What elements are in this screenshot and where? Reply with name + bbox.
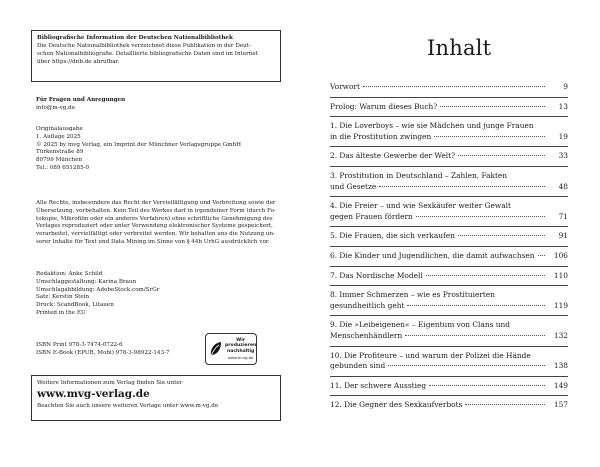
toc-page-number: 106 bbox=[553, 250, 568, 260]
toc-page-number: 19 bbox=[558, 131, 568, 141]
isbn-line: ISBN Print 978-3-7474-0722-6 bbox=[36, 342, 123, 348]
toc-entry[interactable] bbox=[330, 381, 568, 392]
publisher-web-intro: Weitere Informationen zum Verlag finden Sie unter bbox=[37, 380, 183, 386]
toc-page-number: 91 bbox=[558, 231, 568, 241]
toc-entry-text: 9. Die »Leibeigenen« – Eigentum von Clans und bbox=[330, 320, 510, 330]
rights-line: Alle Rechte, insbesondere das Recht der Vervielfältigung und Verbreitung sowie der bbox=[36, 200, 276, 206]
toc-page-number: 48 bbox=[558, 181, 568, 191]
sustainability-url: www.m-vg.de bbox=[227, 354, 254, 360]
edition-block bbox=[36, 126, 241, 173]
toc-entry[interactable] bbox=[330, 231, 568, 242]
toc-leader-dots bbox=[388, 365, 545, 366]
rights-line: Verlages reproduziert oder unter Verwendung elektronischer Systeme gespeichert, bbox=[36, 223, 273, 230]
toc-page-number: 33 bbox=[558, 151, 568, 161]
toc-entry[interactable] bbox=[330, 351, 568, 372]
toc-divider bbox=[330, 146, 568, 147]
toc-leader-dots bbox=[405, 335, 545, 336]
toc-entry[interactable] bbox=[330, 251, 568, 262]
credits-block bbox=[36, 271, 159, 318]
bibliographic-info-line: Die Deutsche Nationalbibliothek verzeichnet diese Publikation in der Deut- bbox=[37, 43, 251, 49]
toc-entry-text: 11. Der schwere Ausstieg bbox=[330, 380, 427, 390]
toc-entry-row bbox=[330, 271, 568, 282]
sustainability-badge bbox=[205, 333, 257, 365]
toc-leader-dots bbox=[416, 216, 545, 217]
contact-email: info@m-vg.de bbox=[36, 104, 76, 111]
toc-page-number: 138 bbox=[553, 361, 568, 371]
edition-line: Originalausgabe bbox=[36, 126, 83, 132]
edition-line: 80799 München bbox=[36, 157, 83, 164]
toc-entry-text: 4. Die Freier – und wie Sexkäufer weiter Gewalt bbox=[330, 201, 511, 211]
toc-leader-dots bbox=[426, 275, 545, 276]
toc-entry-row bbox=[330, 132, 568, 143]
toc-entry-text: Menschenhändlern bbox=[330, 330, 403, 340]
publisher-web-box bbox=[31, 375, 281, 421]
bibliographic-info-title: Bibliografische Information der Deutschen Nationalbibliothek bbox=[37, 35, 233, 41]
toc-entry-row bbox=[330, 381, 568, 392]
sustainability-badge-text bbox=[225, 338, 256, 360]
toc-entry-row bbox=[330, 251, 568, 262]
toc-entry[interactable] bbox=[330, 121, 568, 142]
credit-line: Redaktion: Anke Schild bbox=[36, 271, 103, 277]
sustainability-line: Wir produzieren bbox=[225, 337, 257, 349]
toc-entry-text: 8. Immer Schmerzen – wie es Prostituierten bbox=[330, 290, 496, 300]
toc-leader-dots bbox=[407, 305, 545, 306]
isbn-line: ISBN E-Book (EPUB, Mobi) 978-3-98922-143-7 bbox=[36, 349, 170, 356]
toc-leader-dots bbox=[429, 385, 545, 386]
toc-entry-row bbox=[330, 361, 568, 372]
credit-line: Umschlaggestaltung: Karina Braun bbox=[36, 278, 137, 285]
bibliographic-info-box bbox=[31, 30, 281, 82]
toc-entry-text: in die Prostitution zwingen bbox=[330, 131, 432, 141]
toc-leader-dots bbox=[363, 86, 545, 87]
toc-entry-text: gesundheitlich geht bbox=[330, 300, 405, 310]
rights-block bbox=[36, 200, 276, 247]
table-of-contents bbox=[330, 82, 568, 411]
toc-title: Inhalt bbox=[427, 36, 492, 60]
credit-line: Satz: Kerstin Stein bbox=[36, 294, 90, 301]
toc-page-number: 157 bbox=[553, 400, 568, 410]
toc-leader-dots bbox=[465, 404, 545, 405]
toc-entry-text: Prolog: Warum dieses Buch? bbox=[330, 101, 438, 111]
credit-line: Umschlagabbildung: AdobeStock.com/SrGr bbox=[36, 286, 160, 293]
contact-heading: Für Fragen und Anregungen bbox=[36, 97, 126, 103]
toc-entry-row bbox=[330, 212, 568, 223]
toc-entry-text: und Gesetze bbox=[330, 181, 377, 191]
toc-entry-text: 12. Die Gegner des Sexkaufverbots bbox=[330, 400, 463, 410]
toc-entry[interactable] bbox=[330, 290, 568, 311]
toc-entry-text: 3. Prostitution in Deutschland – Zahlen, Fakten bbox=[330, 170, 508, 180]
toc-entry-row bbox=[330, 102, 568, 113]
publisher-web-url[interactable]: www.mvg-verlag.de bbox=[37, 388, 150, 400]
toc-page-number: 119 bbox=[553, 300, 568, 310]
toc-divider bbox=[330, 246, 568, 247]
toc-page-number: 9 bbox=[563, 82, 568, 91]
toc-entry[interactable] bbox=[330, 82, 568, 93]
bibliographic-info-line: über https://dnb.de abrufbar. bbox=[37, 59, 120, 65]
toc-leader-dots bbox=[458, 235, 545, 236]
toc-entry[interactable] bbox=[330, 400, 568, 411]
rights-line: Übersetzung, vorbehalten. Kein Teil des Werkes darf in irgendeiner Form (durch Fo- bbox=[36, 207, 276, 214]
toc-leader-dots bbox=[538, 255, 545, 256]
toc-divider bbox=[330, 285, 568, 286]
toc-page-number: 149 bbox=[553, 380, 568, 390]
toc-entry-row bbox=[330, 331, 568, 342]
toc-divider bbox=[330, 315, 568, 316]
toc-entry-text: 5. Die Frauen, die sich verkaufen bbox=[330, 231, 455, 241]
toc-divider bbox=[330, 166, 568, 167]
toc-page-number: 13 bbox=[558, 101, 568, 111]
toc-entry-text: gegen Frauen fördern bbox=[330, 211, 413, 221]
toc-page-number: 71 bbox=[558, 211, 568, 221]
edition-line: Türkenstraße 89 bbox=[36, 149, 84, 156]
credit-line: Printed in the EU bbox=[36, 309, 86, 316]
toc-divider bbox=[330, 346, 568, 347]
rights-line: serer Inhalte für Text und Data Mining im Sinne von § 44b UrhG ausdrücklich vor. bbox=[36, 238, 270, 245]
toc-entry-text: 6. Die Kinder und Jugendlichen, die damit aufwachsen bbox=[330, 250, 535, 260]
toc-divider bbox=[330, 97, 568, 98]
toc-divider bbox=[330, 116, 568, 117]
toc-divider bbox=[330, 196, 568, 197]
toc-leader-dots bbox=[440, 106, 545, 107]
toc-entry[interactable] bbox=[330, 171, 568, 192]
credit-line: Druck: ScandBook, Litauen bbox=[36, 302, 114, 309]
toc-entry[interactable] bbox=[330, 320, 568, 341]
rights-line: verarbeitet, vervielfältigt oder verbreitet werden. Wir behalten uns die Nutzung un- bbox=[36, 231, 275, 238]
toc-entry-text: 2. Das älteste Gewerbe der Welt? bbox=[330, 151, 456, 161]
toc-entry-text: gebunden sind bbox=[330, 361, 386, 371]
toc-divider bbox=[330, 226, 568, 227]
toc-entry-text: 10. Die Profiteure – und warum der Polizei die Hände bbox=[330, 350, 531, 360]
toc-leader-dots bbox=[434, 136, 545, 137]
toc-entry-text: 1. Die Loverboys – wie sie Mädchen und junge Frauen bbox=[330, 121, 534, 131]
toc-entry-row bbox=[330, 151, 568, 162]
toc-entry-row bbox=[330, 400, 568, 411]
toc-entry[interactable] bbox=[330, 201, 568, 222]
toc-entry-text: Vorwort bbox=[330, 82, 360, 91]
publisher-other-imprints: Beachten Sie auch unsere weiteren Verlage unter www.m-vg.de bbox=[37, 403, 219, 409]
edition-line: © 2025 by mvg Verlag, ein Imprint der Münchner Verlagsgruppe GmbH bbox=[36, 141, 241, 148]
edition-line: Tel.: 089 651285-0 bbox=[36, 164, 90, 171]
toc-page-number: 110 bbox=[553, 270, 568, 280]
toc-entry-row bbox=[330, 301, 568, 312]
contact-block bbox=[36, 97, 125, 113]
toc-entry-text: 7. Das Nordische Modell bbox=[330, 270, 423, 280]
toc-leader-dots bbox=[458, 155, 545, 156]
toc-page-number: 132 bbox=[553, 330, 568, 340]
leaf-icon bbox=[209, 340, 223, 358]
toc-entry[interactable] bbox=[330, 102, 568, 113]
toc-entry-row bbox=[330, 82, 568, 93]
toc-entry-row bbox=[330, 231, 568, 242]
toc-divider bbox=[330, 376, 568, 377]
toc-entry[interactable] bbox=[330, 151, 568, 162]
toc-entry[interactable] bbox=[330, 271, 568, 282]
toc-entry-row bbox=[330, 182, 568, 193]
isbn-block bbox=[36, 342, 169, 358]
toc-divider bbox=[330, 395, 568, 396]
toc-leader-dots bbox=[379, 186, 545, 187]
bibliographic-info-line: schen Nationalbibliografie. Detaillierte bibliografische Daten sind im Internet bbox=[37, 51, 258, 57]
rights-line: tokopie, Mikrofilm oder ein anderes Verfahren) ohne schriftliche Genehmigung des bbox=[36, 215, 273, 222]
toc-divider bbox=[330, 266, 568, 267]
sustainability-line: nachhaltig bbox=[226, 349, 255, 354]
edition-line: 1. Auflage 2025 bbox=[36, 133, 81, 140]
